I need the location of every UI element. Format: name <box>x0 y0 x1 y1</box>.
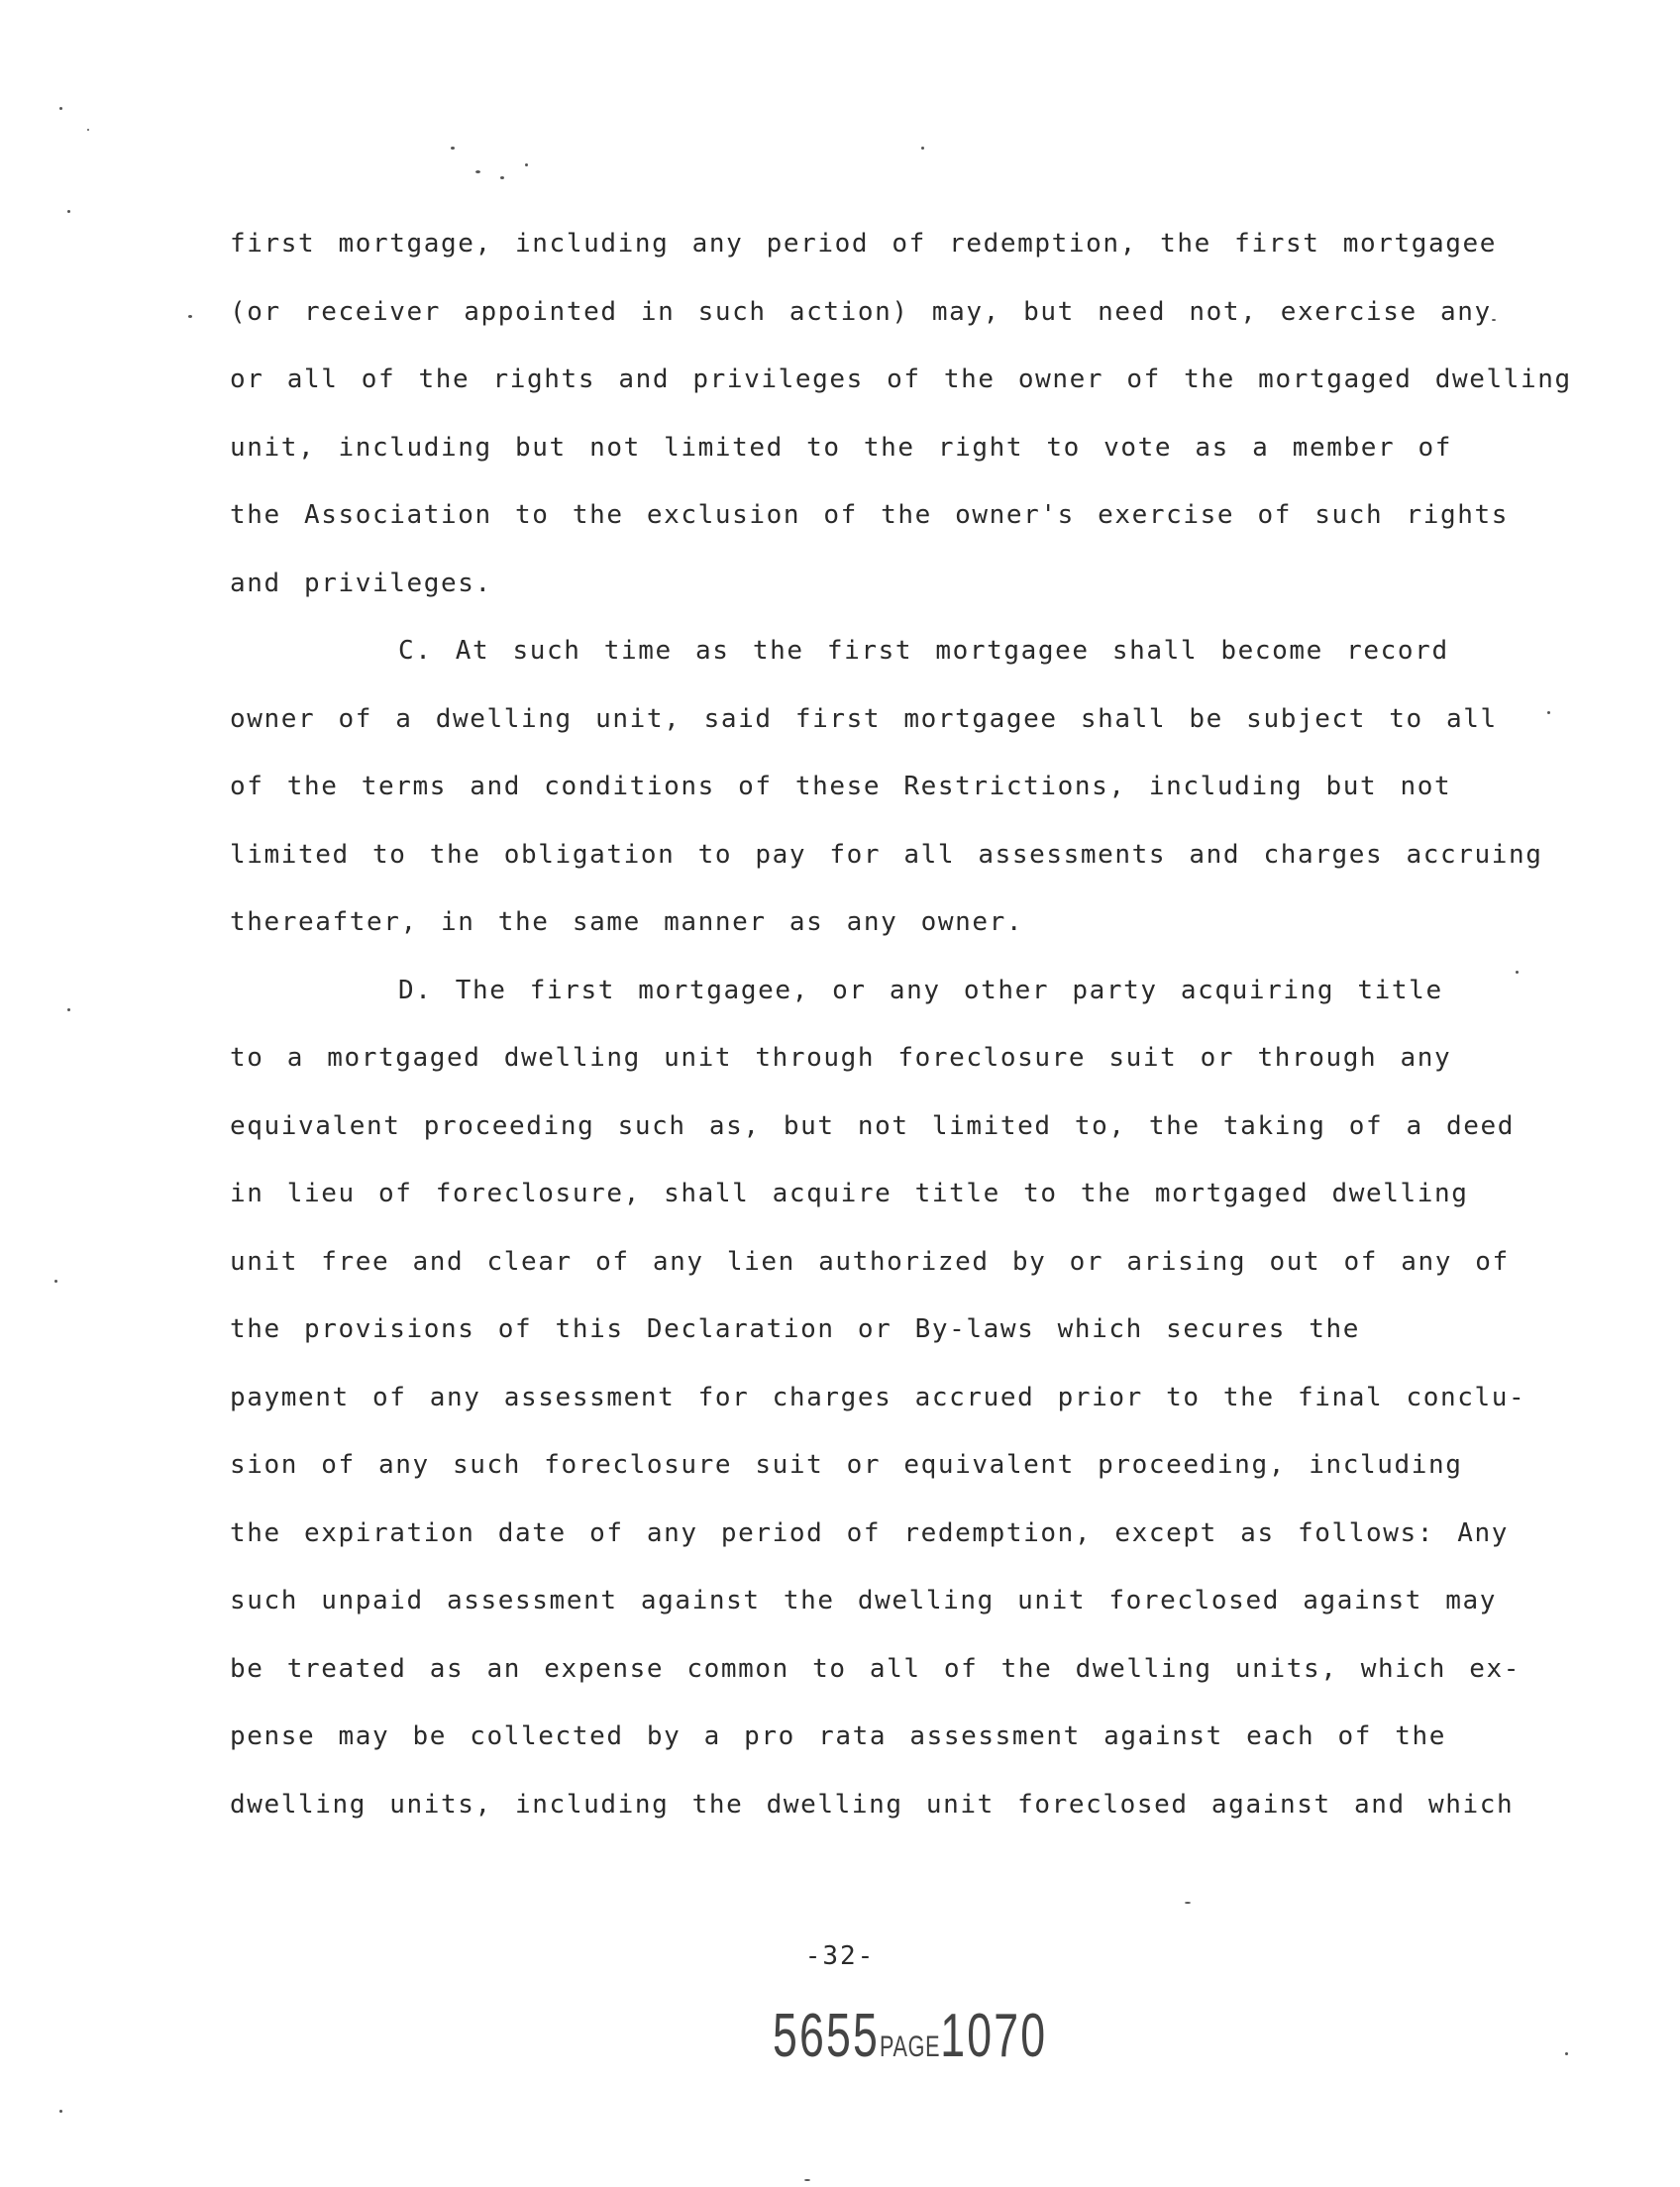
scan-speck <box>921 147 924 150</box>
text-line: C. At such time as the first mortgagee shall become record <box>398 636 1449 666</box>
scan-speck <box>54 1280 57 1283</box>
text-line: in lieu of foreclosure, shall acquire title to the mortgaged dwelling <box>230 1179 1469 1208</box>
scan-speck <box>67 210 70 213</box>
page-number: -32- <box>804 1941 876 1971</box>
text-line: D. The first mortgagee, or any other party acquiring title <box>398 975 1443 1005</box>
recording-stamp <box>773 2001 1047 2071</box>
scan-speck <box>87 129 89 131</box>
scan-speck <box>1185 1902 1191 1904</box>
scan-speck <box>475 170 480 173</box>
scan-speck <box>59 2110 62 2113</box>
text-line: first mortgage, including any period of redemption, the first mortgagee <box>230 229 1497 259</box>
scan-speck <box>804 2179 810 2181</box>
text-line: the expiration date of any period of redemption, except as follows: Any <box>230 1517 1509 1548</box>
scan-speck <box>525 163 528 166</box>
text-line: or all of the rights and privileges of the owner of the mortgaged dwelling <box>230 364 1572 394</box>
scan-speck <box>1516 971 1519 974</box>
scan-speck <box>1492 319 1496 321</box>
stamp-page-number: 1070 <box>940 2002 1048 2070</box>
text-line: dwelling units, including the dwelling unit foreclosed against and which <box>230 1789 1515 1820</box>
text-line: of the terms and conditions of these Restrictions, including but not <box>230 772 1452 801</box>
text-line: be treated as an expense common to all of the dwelling units, which ex- <box>230 1653 1521 1684</box>
text-line: the Association to the exclusion of the owner's exercise of such rights <box>230 500 1509 530</box>
scan-speck <box>188 315 192 318</box>
text-line: owner of a dwelling unit, said first mortgagee shall be subject to all <box>230 703 1498 734</box>
scan-speck <box>59 107 62 110</box>
scan-speck <box>1565 2052 1568 2055</box>
scan-speck <box>451 147 455 150</box>
text-line: such unpaid assessment against the dwelling unit foreclosed against may <box>230 1586 1497 1615</box>
text-line: payment of any assessment for charges accrued prior to the final conclu- <box>230 1382 1526 1412</box>
text-line: limited to the obligation to pay for all assessments and charges accruing <box>230 839 1543 870</box>
text-line: and privileges. <box>230 568 492 598</box>
text-line: sion of any such foreclosure suit or equivalent proceeding, including <box>230 1450 1463 1480</box>
scan-speck <box>67 1008 70 1011</box>
body-text <box>230 210 1572 1838</box>
scan-speck <box>1547 711 1550 714</box>
text-line: equivalent proceeding such as, but not limited to, the taking of a deed <box>230 1110 1515 1141</box>
text-line: unit, including but not limited to the right to vote as a member of <box>230 432 1452 463</box>
text-line: the provisions of this Declaration or By-laws which secures the <box>230 1314 1360 1344</box>
text-line: unit free and clear of any lien authorized by or arising out of any of <box>230 1246 1510 1277</box>
text-line: thereafter, in the same manner as any owner. <box>230 907 1024 937</box>
stamp-book-number: 5655 <box>773 2002 880 2070</box>
stamp-page-label: PAGE <box>879 2031 941 2063</box>
scan-speck <box>500 176 504 179</box>
text-line: pense may be collected by a pro rata assessment against each of the <box>230 1721 1446 1751</box>
text-line: (or receiver appointed in such action) may, but need not, exercise any <box>230 296 1492 327</box>
text-line: to a mortgaged dwelling unit through foreclosure suit or through any <box>230 1043 1452 1073</box>
